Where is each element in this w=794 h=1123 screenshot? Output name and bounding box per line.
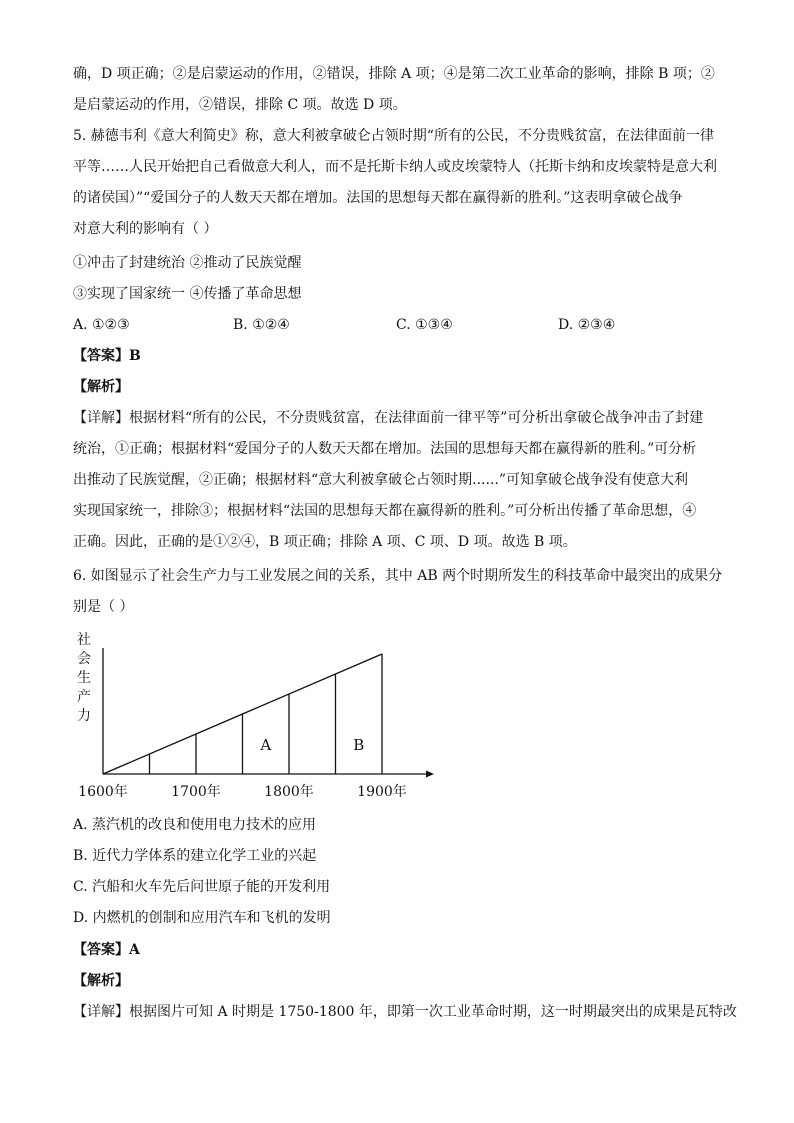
q6-answer: 【答案】A	[73, 942, 140, 958]
q6-stem-line-2: 别是（ ）	[73, 599, 134, 615]
q5-option-b: B. ①②④	[233, 317, 290, 333]
top-text-line-2: 是启蒙运动的作用，②错误，排除 C 项。故选 D 项。	[73, 97, 407, 113]
y-axis-label-char: 会	[77, 651, 91, 667]
x-tick-label: 1700年	[171, 784, 221, 800]
q5-items-line-2: ③实现了国家统一 ④传播了革命思想	[73, 286, 302, 302]
y-axis-label-char: 社	[77, 632, 91, 648]
region-label-a: A	[260, 736, 272, 754]
q6-analysis-heading: 【解析】	[73, 973, 129, 989]
q5-detail-line-1: 【详解】根据材料“所有的公民，不分贵贱贫富，在法律面前一律平等”可分析出拿破仑战争冲击了封建	[73, 410, 704, 426]
q6-option-c: C. 汽船和火车先后问世原子能的开发利用	[73, 879, 331, 895]
q5-stem-line-2: 平等……人民开始把自己看做意大利人，而不是托斯卡纳人或皮埃蒙特人（托斯卡纳和皮埃蒙特是意大利	[73, 159, 717, 175]
x-tick-label: 1600年	[78, 784, 128, 800]
q5-option-a: A. ①②③	[73, 317, 130, 333]
q5-detail-line-5: 正确。因此，正确的是①②④，B 项正确；排除 A 项、C 项、D 项。故选 B 项。	[73, 534, 577, 550]
q5-detail-line-3: 出推动了民族觉醒，②正确；根据材料“意大利被拿破仑占领时期......”可知拿破仑战争没有使意大利	[73, 472, 689, 488]
q6-option-d: D. 内燃机的创制和应用汽车和飞机的发明	[73, 910, 331, 926]
q5-analysis-heading: 【解析】	[73, 379, 129, 395]
y-axis-label-char: 力	[77, 708, 91, 724]
q6-detail-line-1: 【详解】根据图片可知 A 时期是 1750-1800 年，即第一次工业革命时期，这一时期最突出的成果是瓦特改	[73, 1004, 737, 1020]
region-label-b: B	[353, 736, 365, 754]
q5-stem-line-4: 对意大利的影响有（ ）	[73, 221, 218, 237]
productivity-chart	[70, 628, 450, 808]
q5-stem-line-1: 5. 赫德韦利《意大利简史》称，意大利被拿破仑占领时期“所有的公民，不分贵贱贫富，在法律面前一律	[73, 128, 714, 144]
q5-answer: 【答案】B	[73, 348, 141, 364]
q6-option-b: B. 近代力学体系的建立化学工业的兴起	[73, 848, 317, 864]
x-tick-label: 1800年	[264, 784, 314, 800]
x-tick-label: 1900年	[357, 784, 407, 800]
q5-detail-line-4: 实现国家统一，排除③；根据材料“法国的思想每天都在赢得新的胜利。”可分析出传播了革命思想，④	[73, 503, 697, 519]
y-axis-label-char: 生	[77, 670, 91, 686]
q5-items-line-1: ①冲击了封建统治 ②推动了民族觉醒	[73, 255, 302, 271]
q6-stem-line-1: 6. 如图显示了社会生产力与工业发展之间的关系，其中 AB 两个时期所发生的科技革命中最突出的成果分	[73, 568, 723, 584]
q5-option-c: C. ①③④	[396, 317, 453, 333]
q5-stem-line-3: 的诸侯国）”“爱国分子的人数天天都在增加。法国的思想每天都在赢得新的胜利。”这表明拿破仑战争	[73, 190, 683, 206]
y-axis-label-char: 产	[77, 689, 91, 705]
x-axis-arrow	[426, 771, 434, 778]
q6-option-a: A. 蒸汽机的改良和使用电力技术的应用	[73, 817, 317, 833]
q5-detail-line-2: 统治，①正确；根据材料“爱国分子的人数天天都在增加。法国的思想每天都在赢得新的胜利。”可分析	[73, 441, 697, 457]
q5-option-d: D. ②③④	[558, 317, 616, 333]
top-text-line-1: 确，D 项正确；②是启蒙运动的作用，②错误，排除 A 项；④是第二次工业革命的影响，排除 B 项；②	[73, 66, 715, 82]
